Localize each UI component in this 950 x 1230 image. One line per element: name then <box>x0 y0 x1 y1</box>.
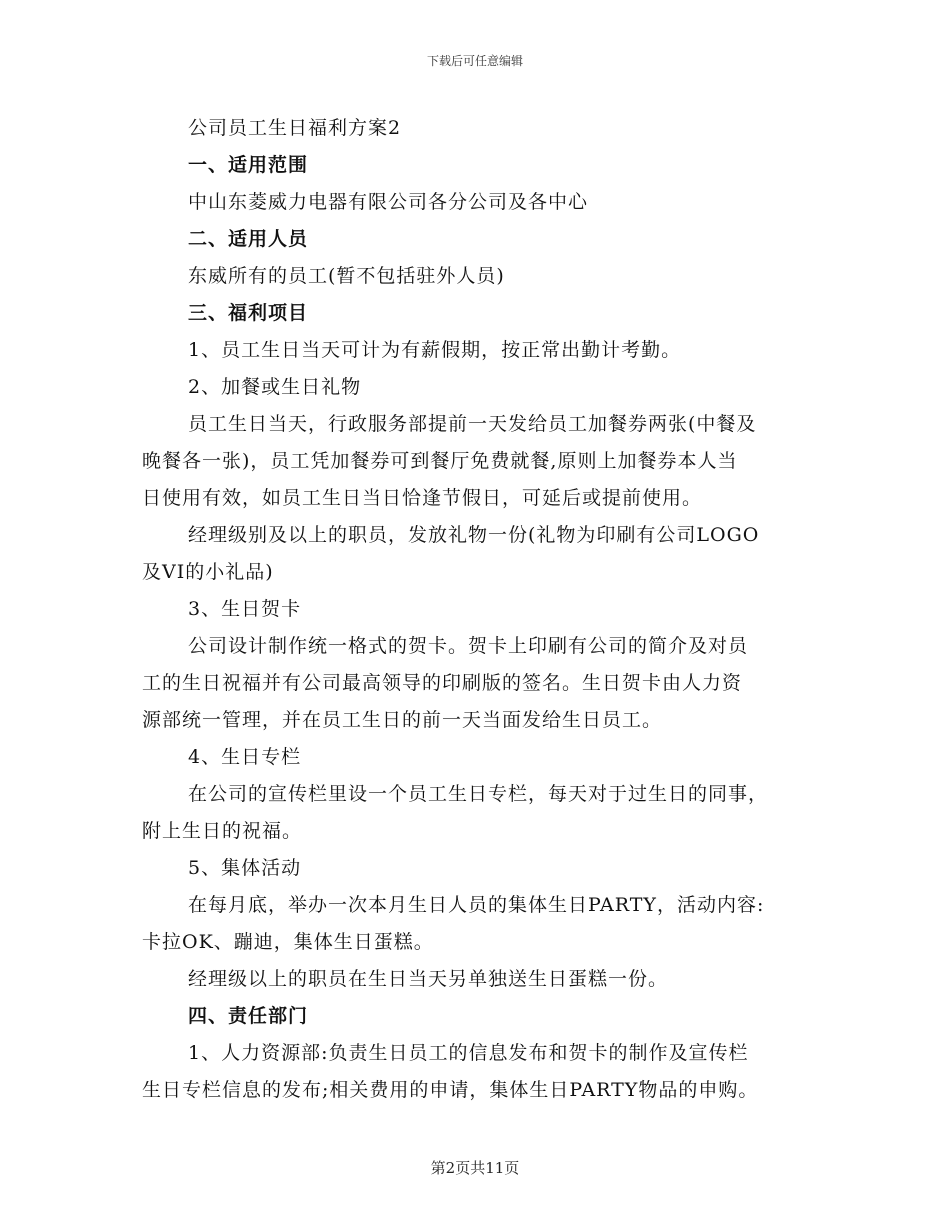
page-header-note: 下载后可任意编辑 <box>426 54 523 68</box>
paragraph-line: 经理级以上的职员在生日当天另单独送生日蛋糕一份。 <box>188 968 669 990</box>
paragraph-line: 在公司的宣传栏里设一个员工生日专栏，每天对于过生日的同事， <box>188 783 769 805</box>
paragraph-line: 东威所有的员工(暂不包括驻外人员) <box>188 265 505 287</box>
section-heading: 三、福利项目 <box>188 302 309 324</box>
section-heading: 四、责任部门 <box>188 1005 309 1027</box>
section-heading: 一、适用范围 <box>188 154 309 176</box>
paragraph-line: 源部统一管理，并在员工生日的前一天当面发给生日员工。 <box>142 709 663 731</box>
paragraph-line: 1、人力资源部:负责生日员工的信息发布和贺卡的制作及宣传栏 <box>188 1042 749 1064</box>
paragraph-line: 2、加餐或生日礼物 <box>188 376 362 398</box>
paragraph-line: 4、生日专栏 <box>188 746 302 768</box>
paragraph-line: 1、员工生日当天可计为有薪假期，按正常出勤计考勤。 <box>188 339 682 361</box>
paragraph-line: 日使用有效，如员工生日当日恰逢节假日，可延后或提前使用。 <box>142 487 703 509</box>
paragraph-line: 5、集体活动 <box>188 857 302 879</box>
document-body <box>142 110 810 1109</box>
paragraph-line: 附上生日的祝福。 <box>142 820 303 842</box>
paragraph-line: 经理级别及以上的职员，发放礼物一份(礼物为印刷有公司LOGO <box>188 524 760 546</box>
paragraph-line: 中山东菱威力电器有限公司各分公司及各中心 <box>188 191 589 213</box>
paragraph-line: 卡拉OK、蹦迪，集体生日蛋糕。 <box>142 931 434 953</box>
paragraph-line: 公司员工生日福利方案2 <box>188 117 402 139</box>
paragraph-line: 及VI的小礼品) <box>142 561 274 583</box>
paragraph-line: 生日专栏信息的发布;相关费用的申请，集体生日PARTY物品的申购。 <box>142 1079 759 1101</box>
paragraph-line: 工的生日祝福并有公司最高领导的印刷版的签名。生日贺卡由人力资 <box>142 672 743 694</box>
page-number: 第2页共11页 <box>430 1159 520 1177</box>
section-heading: 二、适用人员 <box>188 228 309 250</box>
paragraph-line: 3、生日贺卡 <box>188 598 302 620</box>
paragraph-line: 员工生日当天，行政服务部提前一天发给员工加餐券两张(中餐及 <box>188 413 757 435</box>
paragraph-line: 公司设计制作统一格式的贺卡。贺卡上印刷有公司的简介及对员 <box>188 635 749 657</box>
paragraph-line: 晚餐各一张)，员工凭加餐券可到餐厅免费就餐,原则上加餐券本人当 <box>142 450 738 472</box>
paragraph-line: 在每月底，举办一次本月生日人员的集体生日PARTY，活动内容: <box>188 894 765 916</box>
